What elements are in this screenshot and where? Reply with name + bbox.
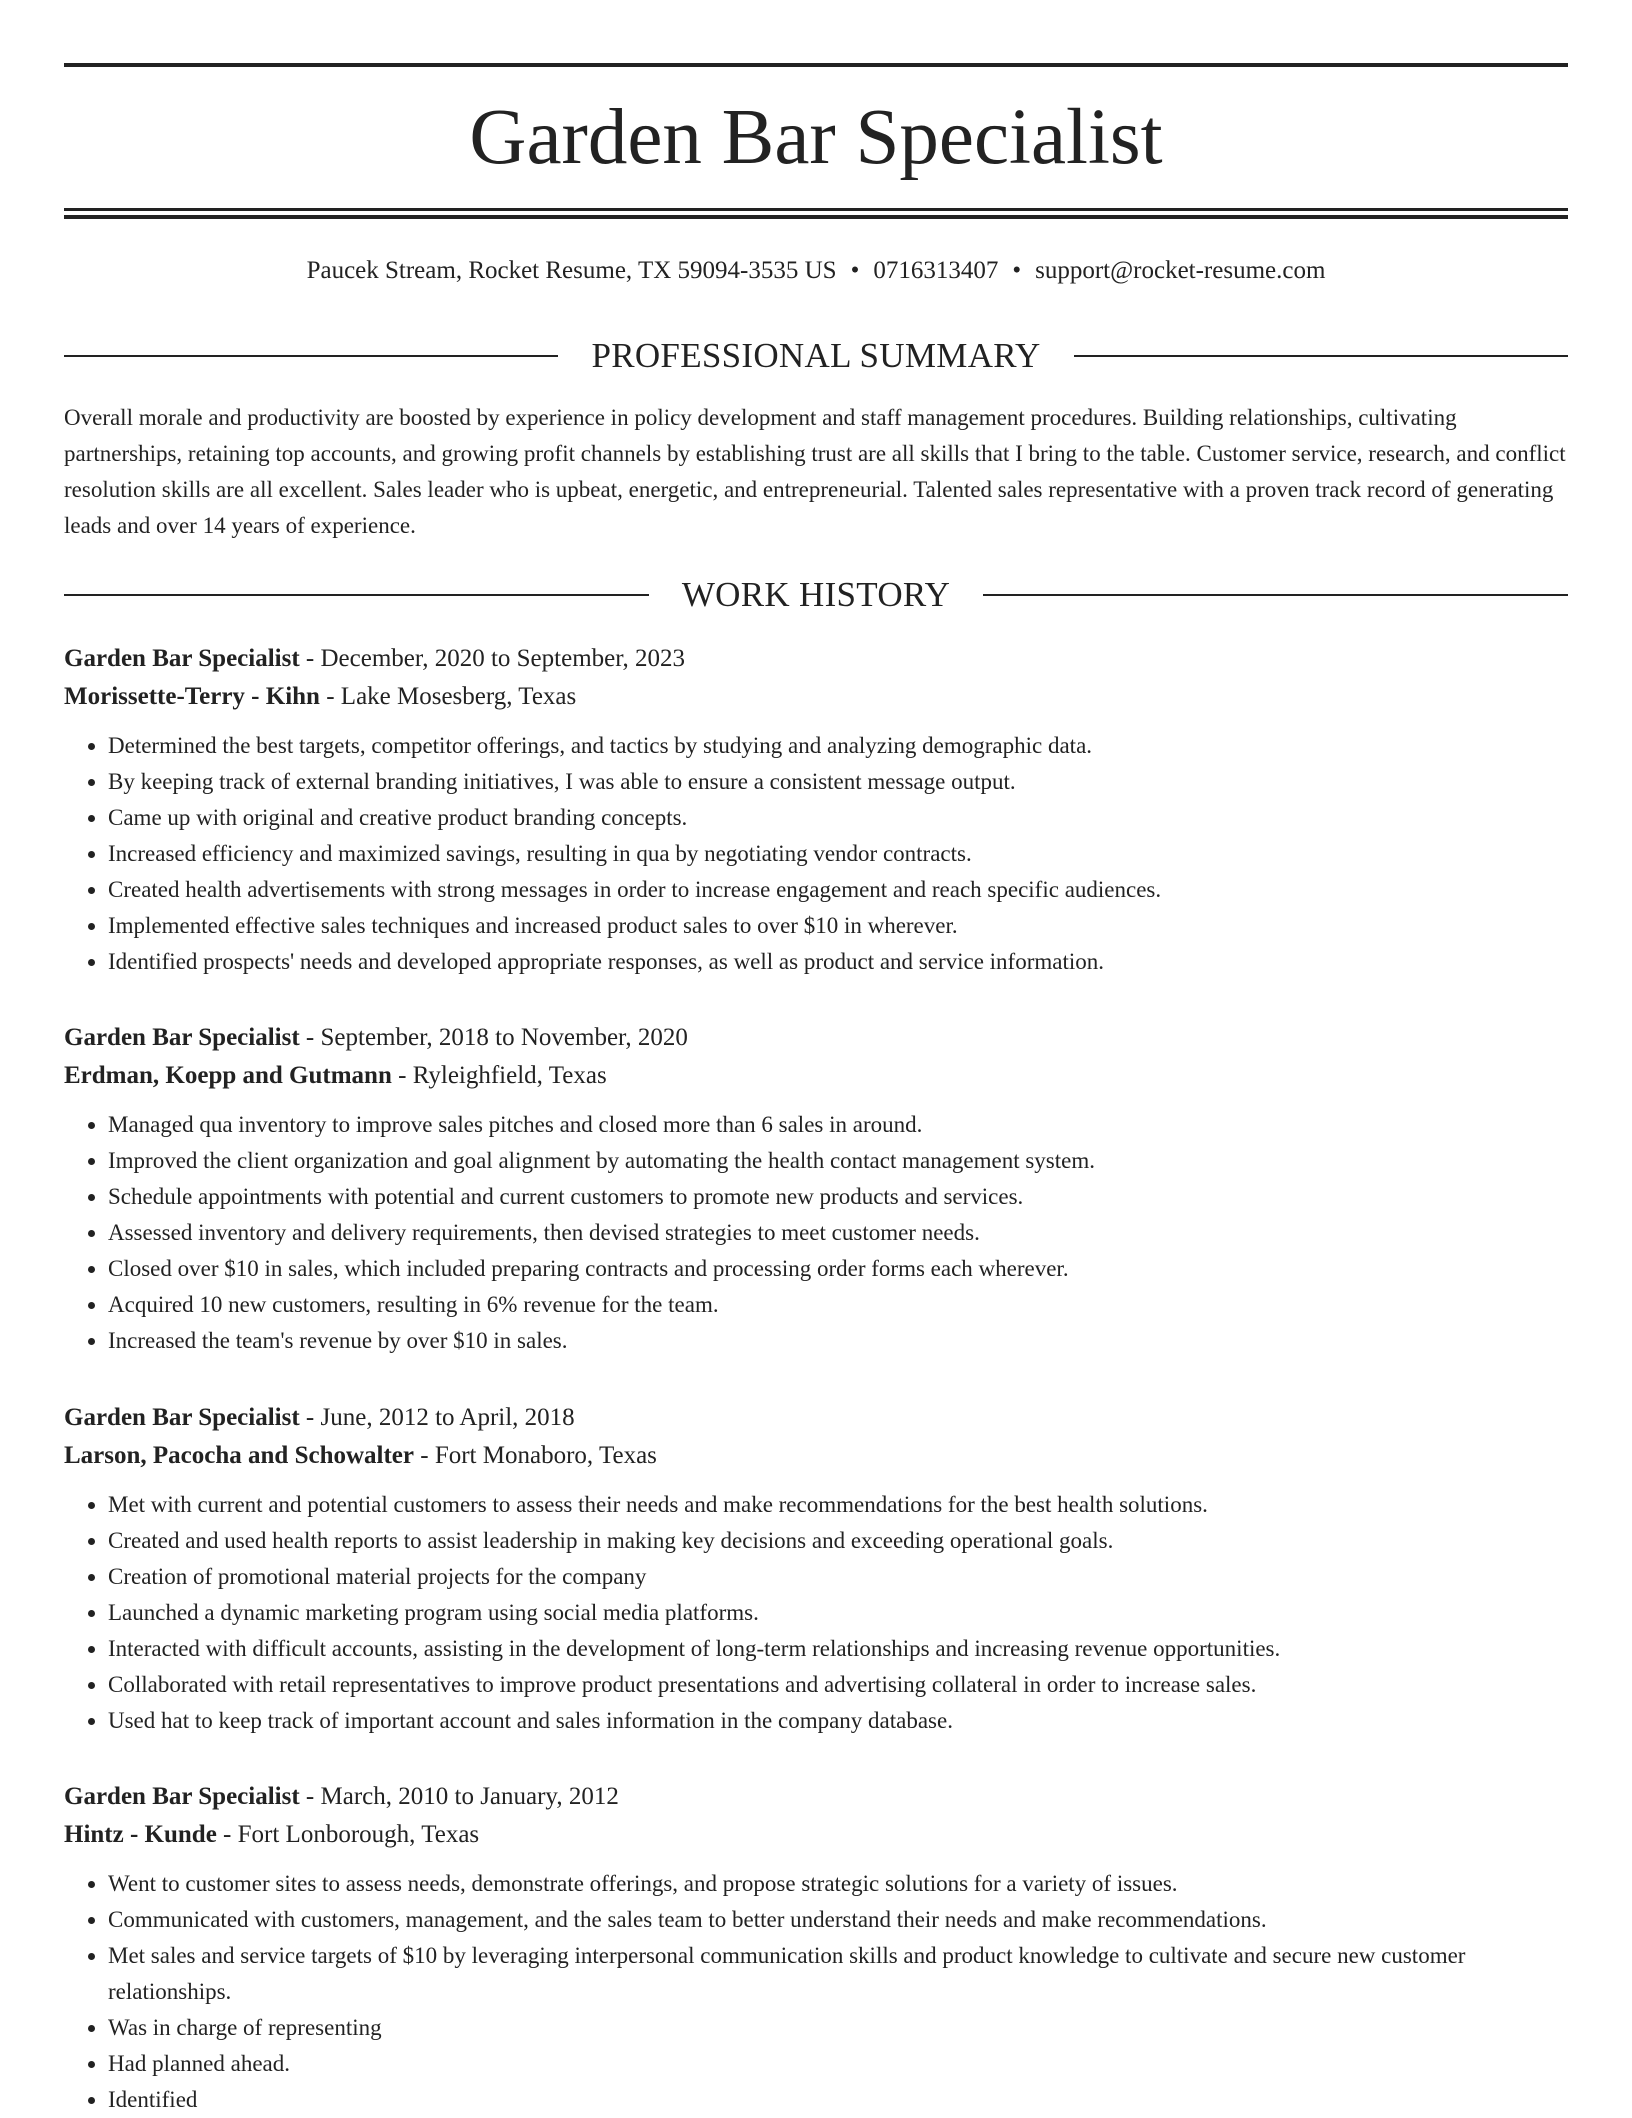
- job-duty: • Created health advertisements with strong messages in order to increase engagement and reach specific audiences.: [108, 872, 1568, 908]
- job-title-line: [64, 641, 1568, 677]
- job-dates: - September, 2018 to November, 2020: [299, 1024, 688, 1051]
- job-location: - Lake Mosesberg, Texas: [319, 683, 577, 710]
- job-duty: • Closed over $10 in sales, which included preparing contracts and processing order forms each wherever.: [108, 1251, 1568, 1287]
- job-duty: • Communicated with customers, management, and the sales team to better understand their needs and make recommendations.: [108, 1902, 1568, 1938]
- section-rule-left: [64, 594, 649, 596]
- section-rule-left: [64, 355, 558, 357]
- header-rule-upper: [64, 208, 1568, 211]
- section-title: PROFESSIONAL SUMMARY: [591, 336, 1041, 375]
- job-duty: • Went to customer sites to assess needs, demonstrate offerings, and propose strategic solutions for a variety of issues.: [108, 1866, 1568, 1902]
- job-dates: - June, 2012 to April, 2018: [299, 1404, 575, 1431]
- job-duties-list: [64, 1866, 1568, 2118]
- job-duty: • Created and used health reports to assist leadership in making key decisions and exceeding operational goals.: [108, 1523, 1568, 1559]
- job-duty: • Managed qua inventory to improve sales pitches and closed more than 6 sales in around.: [108, 1107, 1568, 1143]
- job-role: Garden Bar Specialist: [64, 1024, 300, 1051]
- job-duty: • Implemented effective sales techniques and increased product sales to over $10 in wherever.: [108, 908, 1568, 944]
- contact-email[interactable]: support@rocket-resume.com: [1035, 257, 1326, 284]
- job-duties-list: [64, 1107, 1568, 1359]
- job-duty: • Creation of promotional material projects for the company: [108, 1559, 1568, 1595]
- contact-line: [64, 254, 1568, 288]
- job-company-line: [64, 1438, 1568, 1474]
- job-duties-list: [64, 1487, 1568, 1739]
- summary-text: Overall morale and productivity are boosted by experience in policy development and staff management procedures. Building relationships, cultivating partnerships, retaining top accounts, and growing profit channels by establishing trust are all skills that I bring to the table. Customer service, research, and conflict resolution skills are all excellent. Sales leader who is upbeat, energetic, and entrepreneurial. Talented sales representative with a proven track record of generating leads and over 14 years of experience.: [64, 405, 1566, 538]
- work-history-section-heading: [64, 573, 1568, 617]
- section-rule-right: [1074, 355, 1568, 357]
- job-duty: • Acquired 10 new customers, resulting in 6% revenue for the team.: [108, 1287, 1568, 1323]
- job-role: Garden Bar Specialist: [64, 645, 300, 672]
- job-duty: • Interacted with difficult accounts, assisting in the development of long-term relationships and increasing revenue opportunities.: [108, 1631, 1568, 1667]
- header-rule-lower: [64, 215, 1568, 219]
- job-duty: • Schedule appointments with potential and current customers to promote new products and services.: [108, 1179, 1568, 1215]
- job-duties-list: [64, 728, 1568, 980]
- job-duty: • Increased the team's revenue by over $10 in sales.: [108, 1323, 1568, 1359]
- contact-address: Paucek Stream, Rocket Resume, TX 59094-3535 US: [306, 257, 837, 284]
- job-duty: • Determined the best targets, competitor offerings, and tactics by studying and analyzing demographic data.: [108, 728, 1568, 764]
- job-duty: • Increased efficiency and maximized savings, resulting in qua by negotiating vendor contracts.: [108, 836, 1568, 872]
- job-duty: • Collaborated with retail representatives to improve product presentations and advertising collateral in order to increase sales.: [108, 1667, 1568, 1703]
- job-title-line: [64, 1020, 1568, 1056]
- contact-separator: •: [850, 257, 860, 284]
- job-entry: [64, 1779, 1568, 2118]
- job-duty: • Launched a dynamic marketing program using social media platforms.: [108, 1595, 1568, 1631]
- job-company: Larson, Pacocha and Schowalter: [64, 1442, 414, 1469]
- section-rule-right: [983, 594, 1568, 596]
- section-title: WORK HISTORY: [681, 575, 951, 614]
- job-title-line: [64, 1779, 1568, 1815]
- job-company: Erdman, Koepp and Gutmann: [64, 1062, 392, 1089]
- job-company-line: [64, 1817, 1568, 1853]
- job-company-line: [64, 1058, 1568, 1094]
- job-location: - Fort Monaboro, Texas: [414, 1442, 657, 1469]
- job-title-line: [64, 1400, 1568, 1436]
- job-duty: • Identified prospects' needs and developed appropriate responses, as well as product and service information.: [108, 944, 1568, 980]
- job-duty: • Was in charge of representing: [108, 2010, 1568, 2046]
- summary-section-heading: [64, 334, 1568, 378]
- job-duty: • Assessed inventory and delivery requirements, then devised strategies to meet customer needs.: [108, 1215, 1568, 1251]
- job-company: Hintz - Kunde: [64, 1821, 217, 1848]
- job-location: - Ryleighfield, Texas: [391, 1062, 607, 1089]
- job-duty: • By keeping track of external branding initiatives, I was able to ensure a consistent message output.: [108, 764, 1568, 800]
- job-duty: • Met sales and service targets of $10 by leveraging interpersonal communication skills and product knowledge to cultivate and secure new customer relationships.: [108, 1938, 1568, 2010]
- job-duty: • Improved the client organization and goal alignment by automating the health contact management system.: [108, 1143, 1568, 1179]
- job-entry: [64, 641, 1568, 980]
- job-entry: [64, 1020, 1568, 1359]
- job-company-line: [64, 679, 1568, 715]
- job-duty: • Came up with original and creative product branding concepts.: [108, 800, 1568, 836]
- job-entry: [64, 1400, 1568, 1739]
- contact-phone: 0716313407: [873, 257, 999, 284]
- job-duty: • Used hat to keep track of important account and sales information in the company database.: [108, 1703, 1568, 1739]
- job-role: Garden Bar Specialist: [64, 1783, 300, 1810]
- job-duty: • Had planned ahead.: [108, 2046, 1568, 2082]
- header-top-rule: [64, 63, 1568, 67]
- contact-separator: •: [1012, 257, 1022, 284]
- job-duty: • Met with current and potential customers to assess their needs and make recommendations for the best health solutions.: [108, 1487, 1568, 1523]
- candidate-name: Garden Bar Specialist: [469, 94, 1163, 181]
- job-role: Garden Bar Specialist: [64, 1404, 300, 1431]
- job-dates: - March, 2010 to January, 2012: [299, 1783, 619, 1810]
- job-location: - Fort Lonborough, Texas: [216, 1821, 480, 1848]
- job-dates: - December, 2020 to September, 2023: [299, 645, 686, 672]
- job-company: Morissette-Terry - Kihn: [64, 683, 320, 710]
- job-duty: • Identified: [108, 2082, 1568, 2118]
